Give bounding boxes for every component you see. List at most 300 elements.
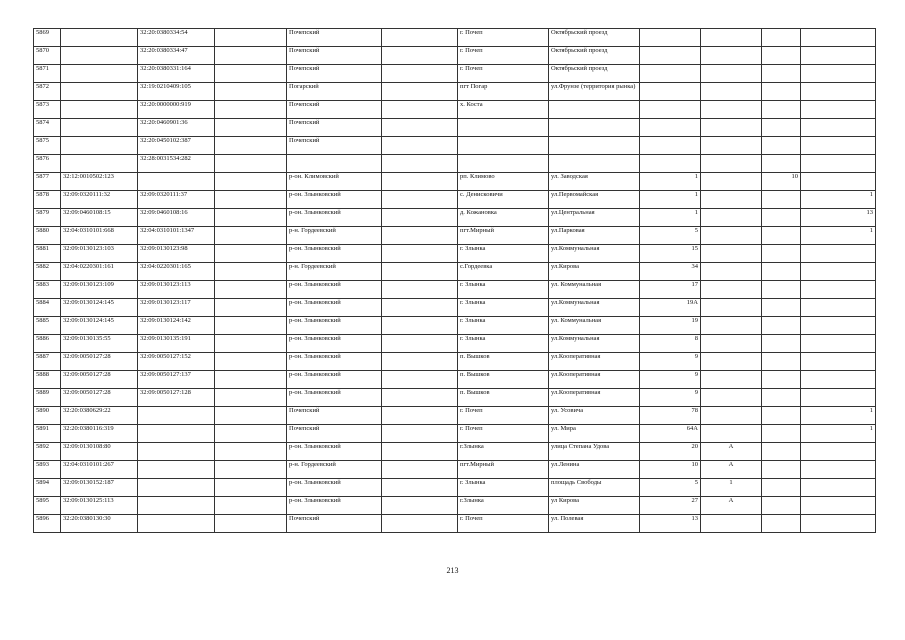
empty-cell bbox=[382, 353, 458, 371]
empty-cell bbox=[215, 65, 287, 83]
locality-cell: с.Гордеевка bbox=[458, 263, 549, 281]
table-row bbox=[34, 479, 876, 497]
row-number-cell: 5870 bbox=[34, 47, 61, 65]
district-cell: Почепский bbox=[287, 515, 382, 533]
cadastral-number-cell: 32:20:0380116:319 bbox=[61, 425, 138, 443]
row-number-cell: 5896 bbox=[34, 515, 61, 533]
building-cell bbox=[762, 407, 801, 425]
building-cell bbox=[762, 281, 801, 299]
letter-cell bbox=[701, 119, 762, 137]
district-cell: р-он. Климовский bbox=[287, 173, 382, 191]
house-number-cell: 1 bbox=[640, 173, 701, 191]
locality-cell bbox=[458, 137, 549, 155]
empty-cell bbox=[215, 173, 287, 191]
empty-cell bbox=[382, 335, 458, 353]
letter-cell: 1 bbox=[701, 479, 762, 497]
empty-cell bbox=[382, 119, 458, 137]
cadastral-number-2-cell bbox=[138, 479, 215, 497]
building-cell bbox=[762, 245, 801, 263]
street-cell: ул. Заводская bbox=[549, 173, 640, 191]
row-number-cell: 5880 bbox=[34, 227, 61, 245]
house-number-cell: 1 bbox=[640, 209, 701, 227]
street-cell: ул.Коммунальная bbox=[549, 245, 640, 263]
house-number-cell bbox=[640, 155, 701, 173]
cadastral-number-cell: 32:09:0130135:55 bbox=[61, 335, 138, 353]
letter-cell bbox=[701, 299, 762, 317]
cadastral-number-cell: 32:09:0130125:113 bbox=[61, 497, 138, 515]
cadastral-number-cell: 32:09:0050127:28 bbox=[61, 371, 138, 389]
house-number-cell: 13 bbox=[640, 515, 701, 533]
cadastral-number-cell bbox=[61, 83, 138, 101]
house-number-cell: 15 bbox=[640, 245, 701, 263]
cadastral-number-2-cell: 32:04:0310101:1347 bbox=[138, 227, 215, 245]
table-row bbox=[34, 227, 876, 245]
apartment-cell bbox=[801, 515, 876, 533]
house-number-cell bbox=[640, 119, 701, 137]
table-row bbox=[34, 83, 876, 101]
apartment-cell bbox=[801, 353, 876, 371]
district-cell: р-он. Злынковский bbox=[287, 191, 382, 209]
cadastral-number-2-cell: 32:20:0450102:387 bbox=[138, 137, 215, 155]
apartment-cell: 1 bbox=[801, 191, 876, 209]
apartment-cell bbox=[801, 65, 876, 83]
house-number-cell: 5 bbox=[640, 227, 701, 245]
empty-cell bbox=[382, 425, 458, 443]
cadastral-number-2-cell: 32:09:0130123:98 bbox=[138, 245, 215, 263]
cadastral-number-2-cell: 32:28:0031534:282 bbox=[138, 155, 215, 173]
empty-cell bbox=[382, 515, 458, 533]
table-row bbox=[34, 137, 876, 155]
letter-cell bbox=[701, 281, 762, 299]
table-row bbox=[34, 443, 876, 461]
cadastral-number-cell: 32:12:0010502:123 bbox=[61, 173, 138, 191]
street-cell: ул.Кооперативная bbox=[549, 389, 640, 407]
district-cell: р-он. Злынковский bbox=[287, 245, 382, 263]
table-row bbox=[34, 407, 876, 425]
street-cell: улица Степана Удова bbox=[549, 443, 640, 461]
street-cell: ул.Фрунзе (территория рынка) bbox=[549, 83, 640, 101]
locality-cell: пгт Погар bbox=[458, 83, 549, 101]
building-cell bbox=[762, 137, 801, 155]
cadastral-number-2-cell: 32:20:0460901:36 bbox=[138, 119, 215, 137]
building-cell bbox=[762, 479, 801, 497]
cadastral-number-2-cell: 32:09:0130123:113 bbox=[138, 281, 215, 299]
cadastral-number-2-cell: 32:09:0460108:16 bbox=[138, 209, 215, 227]
apartment-cell bbox=[801, 101, 876, 119]
cadastral-number-cell bbox=[61, 101, 138, 119]
apartment-cell bbox=[801, 83, 876, 101]
cadastral-number-2-cell bbox=[138, 173, 215, 191]
building-cell bbox=[762, 497, 801, 515]
district-cell: р-он. Злынковский bbox=[287, 335, 382, 353]
cadastral-number-2-cell: 32:09:0320111:37 bbox=[138, 191, 215, 209]
cadastral-number-cell: 32:04:0310101:267 bbox=[61, 461, 138, 479]
street-cell bbox=[549, 101, 640, 119]
apartment-cell bbox=[801, 173, 876, 191]
cadastral-number-2-cell: 32:20:0000000:919 bbox=[138, 101, 215, 119]
registry-table bbox=[33, 28, 876, 533]
cadastral-number-cell: 32:04:0220301:161 bbox=[61, 263, 138, 281]
empty-cell bbox=[382, 191, 458, 209]
empty-cell bbox=[382, 443, 458, 461]
letter-cell bbox=[701, 209, 762, 227]
cadastral-number-cell bbox=[61, 29, 138, 47]
table-row bbox=[34, 155, 876, 173]
cadastral-number-2-cell: 32:09:0050127:152 bbox=[138, 353, 215, 371]
building-cell bbox=[762, 353, 801, 371]
cadastral-number-2-cell: 32:04:0220301:165 bbox=[138, 263, 215, 281]
page-number: 213 bbox=[446, 566, 459, 575]
empty-cell bbox=[215, 461, 287, 479]
letter-cell bbox=[701, 155, 762, 173]
district-cell: р-он. Злынковский bbox=[287, 443, 382, 461]
empty-cell bbox=[215, 497, 287, 515]
cadastral-number-cell bbox=[61, 137, 138, 155]
street-cell: ул. Полевая bbox=[549, 515, 640, 533]
empty-cell bbox=[382, 263, 458, 281]
district-cell: Почепский bbox=[287, 119, 382, 137]
empty-cell bbox=[382, 497, 458, 515]
cadastral-number-2-cell: 32:09:0130123:117 bbox=[138, 299, 215, 317]
apartment-cell bbox=[801, 389, 876, 407]
cadastral-number-2-cell: 32:09:0050127:128 bbox=[138, 389, 215, 407]
building-cell bbox=[762, 209, 801, 227]
row-number-cell: 5891 bbox=[34, 425, 61, 443]
district-cell: р-он. Злынковский bbox=[287, 317, 382, 335]
empty-cell bbox=[382, 155, 458, 173]
empty-cell bbox=[382, 209, 458, 227]
empty-cell bbox=[215, 245, 287, 263]
building-cell bbox=[762, 515, 801, 533]
cadastral-number-2-cell: 32:09:0130124:142 bbox=[138, 317, 215, 335]
street-cell bbox=[549, 155, 640, 173]
row-number-cell: 5888 bbox=[34, 371, 61, 389]
empty-cell bbox=[382, 299, 458, 317]
street-cell: ул. Коммунальная bbox=[549, 317, 640, 335]
letter-cell: А bbox=[701, 497, 762, 515]
locality-cell: п. Вышков bbox=[458, 371, 549, 389]
apartment-cell: 1 bbox=[801, 425, 876, 443]
locality-cell: п. Вышков bbox=[458, 353, 549, 371]
street-cell: ул.Центральная bbox=[549, 209, 640, 227]
house-number-cell: 78 bbox=[640, 407, 701, 425]
house-number-cell bbox=[640, 29, 701, 47]
street-cell: Октябрьский проезд bbox=[549, 47, 640, 65]
locality-cell: г. Злынка bbox=[458, 479, 549, 497]
letter-cell bbox=[701, 173, 762, 191]
empty-cell bbox=[382, 281, 458, 299]
house-number-cell: 19А bbox=[640, 299, 701, 317]
locality-cell: г.Злынка bbox=[458, 497, 549, 515]
letter-cell bbox=[701, 47, 762, 65]
cadastral-number-cell: 32:09:0460108:15 bbox=[61, 209, 138, 227]
cadastral-number-cell: 32:09:0130123:103 bbox=[61, 245, 138, 263]
street-cell bbox=[549, 119, 640, 137]
locality-cell: с. Денисковичи bbox=[458, 191, 549, 209]
street-cell: ул.Парковая bbox=[549, 227, 640, 245]
house-number-cell bbox=[640, 65, 701, 83]
empty-cell bbox=[215, 101, 287, 119]
apartment-cell bbox=[801, 155, 876, 173]
street-cell: ул.Коммунальная bbox=[549, 299, 640, 317]
letter-cell bbox=[701, 515, 762, 533]
street-cell: Октябрьский проезд bbox=[549, 29, 640, 47]
table-row bbox=[34, 335, 876, 353]
row-number-cell: 5872 bbox=[34, 83, 61, 101]
house-number-cell: 17 bbox=[640, 281, 701, 299]
empty-cell bbox=[382, 137, 458, 155]
row-number-cell: 5869 bbox=[34, 29, 61, 47]
table-row bbox=[34, 515, 876, 533]
apartment-cell bbox=[801, 335, 876, 353]
letter-cell bbox=[701, 407, 762, 425]
locality-cell: г. Злынка bbox=[458, 299, 549, 317]
cadastral-number-cell: 32:09:0130124:145 bbox=[61, 299, 138, 317]
district-cell: Почепский bbox=[287, 407, 382, 425]
district-cell: р-он. Злынковский bbox=[287, 371, 382, 389]
locality-cell: г.Злынка bbox=[458, 443, 549, 461]
empty-cell bbox=[382, 101, 458, 119]
house-number-cell: 27 bbox=[640, 497, 701, 515]
building-cell bbox=[762, 29, 801, 47]
locality-cell: г. Почеп bbox=[458, 29, 549, 47]
apartment-cell bbox=[801, 119, 876, 137]
street-cell: ул.Кирова bbox=[549, 263, 640, 281]
letter-cell bbox=[701, 335, 762, 353]
row-number-cell: 5894 bbox=[34, 479, 61, 497]
district-cell: р-н. Гордеевский bbox=[287, 263, 382, 281]
cadastral-number-cell bbox=[61, 47, 138, 65]
locality-cell: г. Злынка bbox=[458, 281, 549, 299]
district-cell: Почепский bbox=[287, 29, 382, 47]
table-row bbox=[34, 119, 876, 137]
cadastral-number-2-cell bbox=[138, 497, 215, 515]
street-cell: ул.Кооперативная bbox=[549, 371, 640, 389]
letter-cell bbox=[701, 317, 762, 335]
empty-cell bbox=[382, 83, 458, 101]
apartment-cell bbox=[801, 461, 876, 479]
empty-cell bbox=[215, 389, 287, 407]
building-cell bbox=[762, 101, 801, 119]
row-number-cell: 5875 bbox=[34, 137, 61, 155]
letter-cell: А bbox=[701, 443, 762, 461]
table-row bbox=[34, 389, 876, 407]
empty-cell bbox=[382, 407, 458, 425]
empty-cell bbox=[215, 263, 287, 281]
row-number-cell: 5879 bbox=[34, 209, 61, 227]
building-cell bbox=[762, 155, 801, 173]
district-cell: Почепский bbox=[287, 137, 382, 155]
locality-cell: пгт.Мирный bbox=[458, 461, 549, 479]
cadastral-number-cell: 32:09:0130123:109 bbox=[61, 281, 138, 299]
table-row bbox=[34, 371, 876, 389]
empty-cell bbox=[215, 407, 287, 425]
building-cell: 10 bbox=[762, 173, 801, 191]
building-cell bbox=[762, 119, 801, 137]
table-row bbox=[34, 209, 876, 227]
row-number-cell: 5877 bbox=[34, 173, 61, 191]
letter-cell bbox=[701, 245, 762, 263]
empty-cell bbox=[382, 65, 458, 83]
table-row bbox=[34, 281, 876, 299]
locality-cell: пгт.Мирный bbox=[458, 227, 549, 245]
letter-cell bbox=[701, 353, 762, 371]
empty-cell bbox=[382, 389, 458, 407]
locality-cell: г. Почеп bbox=[458, 425, 549, 443]
empty-cell bbox=[382, 173, 458, 191]
empty-cell bbox=[215, 425, 287, 443]
letter-cell bbox=[701, 65, 762, 83]
letter-cell: А bbox=[701, 461, 762, 479]
district-cell: р-он. Злынковский bbox=[287, 353, 382, 371]
row-number-cell: 5886 bbox=[34, 335, 61, 353]
district-cell: Почепский bbox=[287, 425, 382, 443]
cadastral-number-2-cell: 32:19:0210409:105 bbox=[138, 83, 215, 101]
table-row bbox=[34, 353, 876, 371]
table-row bbox=[34, 461, 876, 479]
building-cell bbox=[762, 389, 801, 407]
building-cell bbox=[762, 47, 801, 65]
cadastral-number-2-cell: 32:20:0380334:47 bbox=[138, 47, 215, 65]
letter-cell bbox=[701, 83, 762, 101]
apartment-cell bbox=[801, 281, 876, 299]
apartment-cell bbox=[801, 263, 876, 281]
apartment-cell bbox=[801, 47, 876, 65]
street-cell: ул. Усовича bbox=[549, 407, 640, 425]
building-cell bbox=[762, 335, 801, 353]
building-cell bbox=[762, 227, 801, 245]
district-cell: р-н. Гордеевский bbox=[287, 461, 382, 479]
cadastral-number-cell: 32:09:0130108:80 bbox=[61, 443, 138, 461]
table-row bbox=[34, 245, 876, 263]
district-cell: Почепский bbox=[287, 101, 382, 119]
cadastral-number-cell bbox=[61, 155, 138, 173]
cadastral-number-2-cell: 32:20:0380334:54 bbox=[138, 29, 215, 47]
cadastral-number-cell: 32:09:0130124:145 bbox=[61, 317, 138, 335]
cadastral-number-2-cell bbox=[138, 443, 215, 461]
cadastral-number-cell: 32:04:0310101:668 bbox=[61, 227, 138, 245]
cadastral-number-2-cell bbox=[138, 425, 215, 443]
empty-cell bbox=[215, 515, 287, 533]
street-cell: ул.Ленина bbox=[549, 461, 640, 479]
cadastral-number-2-cell: 32:09:0130135:191 bbox=[138, 335, 215, 353]
locality-cell: г. Злынка bbox=[458, 317, 549, 335]
cadastral-number-cell bbox=[61, 65, 138, 83]
street-cell: ул Кирова bbox=[549, 497, 640, 515]
apartment-cell: 1 bbox=[801, 407, 876, 425]
empty-cell bbox=[215, 137, 287, 155]
house-number-cell: 20 bbox=[640, 443, 701, 461]
table-row bbox=[34, 263, 876, 281]
apartment-cell: 13 bbox=[801, 209, 876, 227]
district-cell: р-он. Злынковский bbox=[287, 479, 382, 497]
cadastral-number-cell: 32:20:0380130:30 bbox=[61, 515, 138, 533]
apartment-cell bbox=[801, 443, 876, 461]
apartment-cell bbox=[801, 497, 876, 515]
building-cell bbox=[762, 317, 801, 335]
district-cell: р-он. Злынковский bbox=[287, 389, 382, 407]
street-cell: ул.Коммунальная bbox=[549, 335, 640, 353]
district-cell: р-н. Гордеевский bbox=[287, 227, 382, 245]
house-number-cell bbox=[640, 83, 701, 101]
row-number-cell: 5892 bbox=[34, 443, 61, 461]
table-row bbox=[34, 299, 876, 317]
building-cell bbox=[762, 461, 801, 479]
letter-cell bbox=[701, 101, 762, 119]
apartment-cell bbox=[801, 29, 876, 47]
house-number-cell: 34 bbox=[640, 263, 701, 281]
building-cell bbox=[762, 83, 801, 101]
locality-cell bbox=[458, 119, 549, 137]
house-number-cell: 19 bbox=[640, 317, 701, 335]
table-row bbox=[34, 173, 876, 191]
empty-cell bbox=[215, 119, 287, 137]
empty-cell bbox=[215, 47, 287, 65]
letter-cell bbox=[701, 425, 762, 443]
locality-cell bbox=[458, 155, 549, 173]
empty-cell bbox=[215, 299, 287, 317]
building-cell bbox=[762, 65, 801, 83]
house-number-cell bbox=[640, 101, 701, 119]
house-number-cell: 9 bbox=[640, 389, 701, 407]
locality-cell: г. Почеп bbox=[458, 515, 549, 533]
cadastral-number-2-cell bbox=[138, 515, 215, 533]
house-number-cell: 1 bbox=[640, 191, 701, 209]
empty-cell bbox=[382, 245, 458, 263]
cadastral-number-cell: 32:09:0320111:32 bbox=[61, 191, 138, 209]
row-number-cell: 5893 bbox=[34, 461, 61, 479]
district-cell: р-он. Злынковский bbox=[287, 299, 382, 317]
district-cell: р-он. Злынковский bbox=[287, 281, 382, 299]
locality-cell: г. Почеп bbox=[458, 65, 549, 83]
district-cell bbox=[287, 155, 382, 173]
empty-cell bbox=[382, 29, 458, 47]
building-cell bbox=[762, 299, 801, 317]
apartment-cell bbox=[801, 137, 876, 155]
apartment-cell bbox=[801, 479, 876, 497]
row-number-cell: 5882 bbox=[34, 263, 61, 281]
table-row bbox=[34, 191, 876, 209]
row-number-cell: 5885 bbox=[34, 317, 61, 335]
empty-cell bbox=[215, 443, 287, 461]
empty-cell bbox=[215, 317, 287, 335]
empty-cell bbox=[215, 83, 287, 101]
cadastral-number-cell bbox=[61, 119, 138, 137]
table-row bbox=[34, 65, 876, 83]
house-number-cell: 8 bbox=[640, 335, 701, 353]
building-cell bbox=[762, 443, 801, 461]
letter-cell bbox=[701, 371, 762, 389]
district-cell: Почепский bbox=[287, 47, 382, 65]
letter-cell bbox=[701, 29, 762, 47]
letter-cell bbox=[701, 263, 762, 281]
empty-cell bbox=[382, 47, 458, 65]
locality-cell: г. Злынка bbox=[458, 335, 549, 353]
empty-cell bbox=[382, 227, 458, 245]
house-number-cell: 5 bbox=[640, 479, 701, 497]
street-cell: ул.Первомайская bbox=[549, 191, 640, 209]
empty-cell bbox=[215, 155, 287, 173]
row-number-cell: 5887 bbox=[34, 353, 61, 371]
house-number-cell: 10 bbox=[640, 461, 701, 479]
row-number-cell: 5890 bbox=[34, 407, 61, 425]
empty-cell bbox=[382, 317, 458, 335]
cadastral-number-cell: 32:09:0050127:28 bbox=[61, 389, 138, 407]
apartment-cell bbox=[801, 317, 876, 335]
table-row bbox=[34, 29, 876, 47]
house-number-cell bbox=[640, 137, 701, 155]
locality-cell: рп. Климово bbox=[458, 173, 549, 191]
